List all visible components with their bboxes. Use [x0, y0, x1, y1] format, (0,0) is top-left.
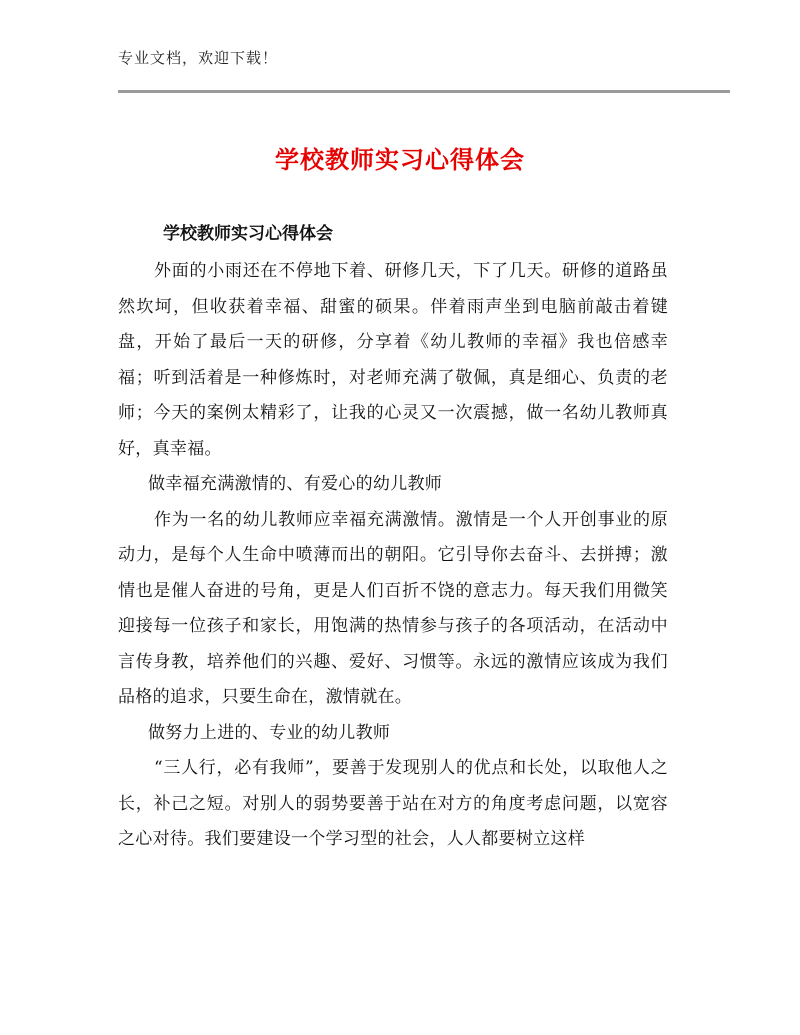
paragraph: 作为一名的幼儿教师应幸福充满激情。激情是一个人开创事业的原动力，是每个人生命中喷薄而出的朝阳。它引导你去奋斗、去拼搏；激情也是催人奋进的号角，更是人们百折不饶的意志力。每天我们用微笑迎接每一位孩子和家长，用饱满的热情参与孩子的各项活动，在活动中言传身教，培养他们的兴趣、爱好、习惯等。永远的激情应该成为我们品格的追求，只要生命在，激情就在。 [118, 509, 668, 707]
paragraph: 外面的小雨还在不停地下着、研修几天，下了几天。研修的道路虽然坎坷，但收获着幸福、甜蜜的硕果。伴着雨声坐到电脑前敲击着键盘，开始了最后一天的研修，分享着《幼儿教师的幸福》我也倍感幸福；听到活着是一种修炼时，对老师充满了敬佩，真是细心、负责的老师；今天的案例太精彩了，让我的心灵又一次震撼，做一名幼儿教师真好，真幸福。 [118, 261, 668, 459]
page-header: 专业文档，欢迎下载！ [118, 49, 279, 67]
header-divider [118, 90, 730, 93]
section-heading: 做幸福充满激情的、有爱心的幼儿教师 [148, 474, 443, 494]
section-heading: 做努力上进的、专业的幼儿教师 [148, 722, 391, 743]
document-subtitle: 学校教师实习心得体会 [163, 224, 333, 244]
document-title: 学校教师实习心得体会 [275, 146, 525, 174]
paragraph: “三人行，必有我师”，要善于发现别人的优点和长处，以取他人之长，补己之短。对别人的弱势要善于站在对方的角度考虑问题，以宽容之心对待。我们要建设一个学习型的社会，人人都要树立这样 [118, 758, 668, 849]
document-body [118, 216, 668, 858]
